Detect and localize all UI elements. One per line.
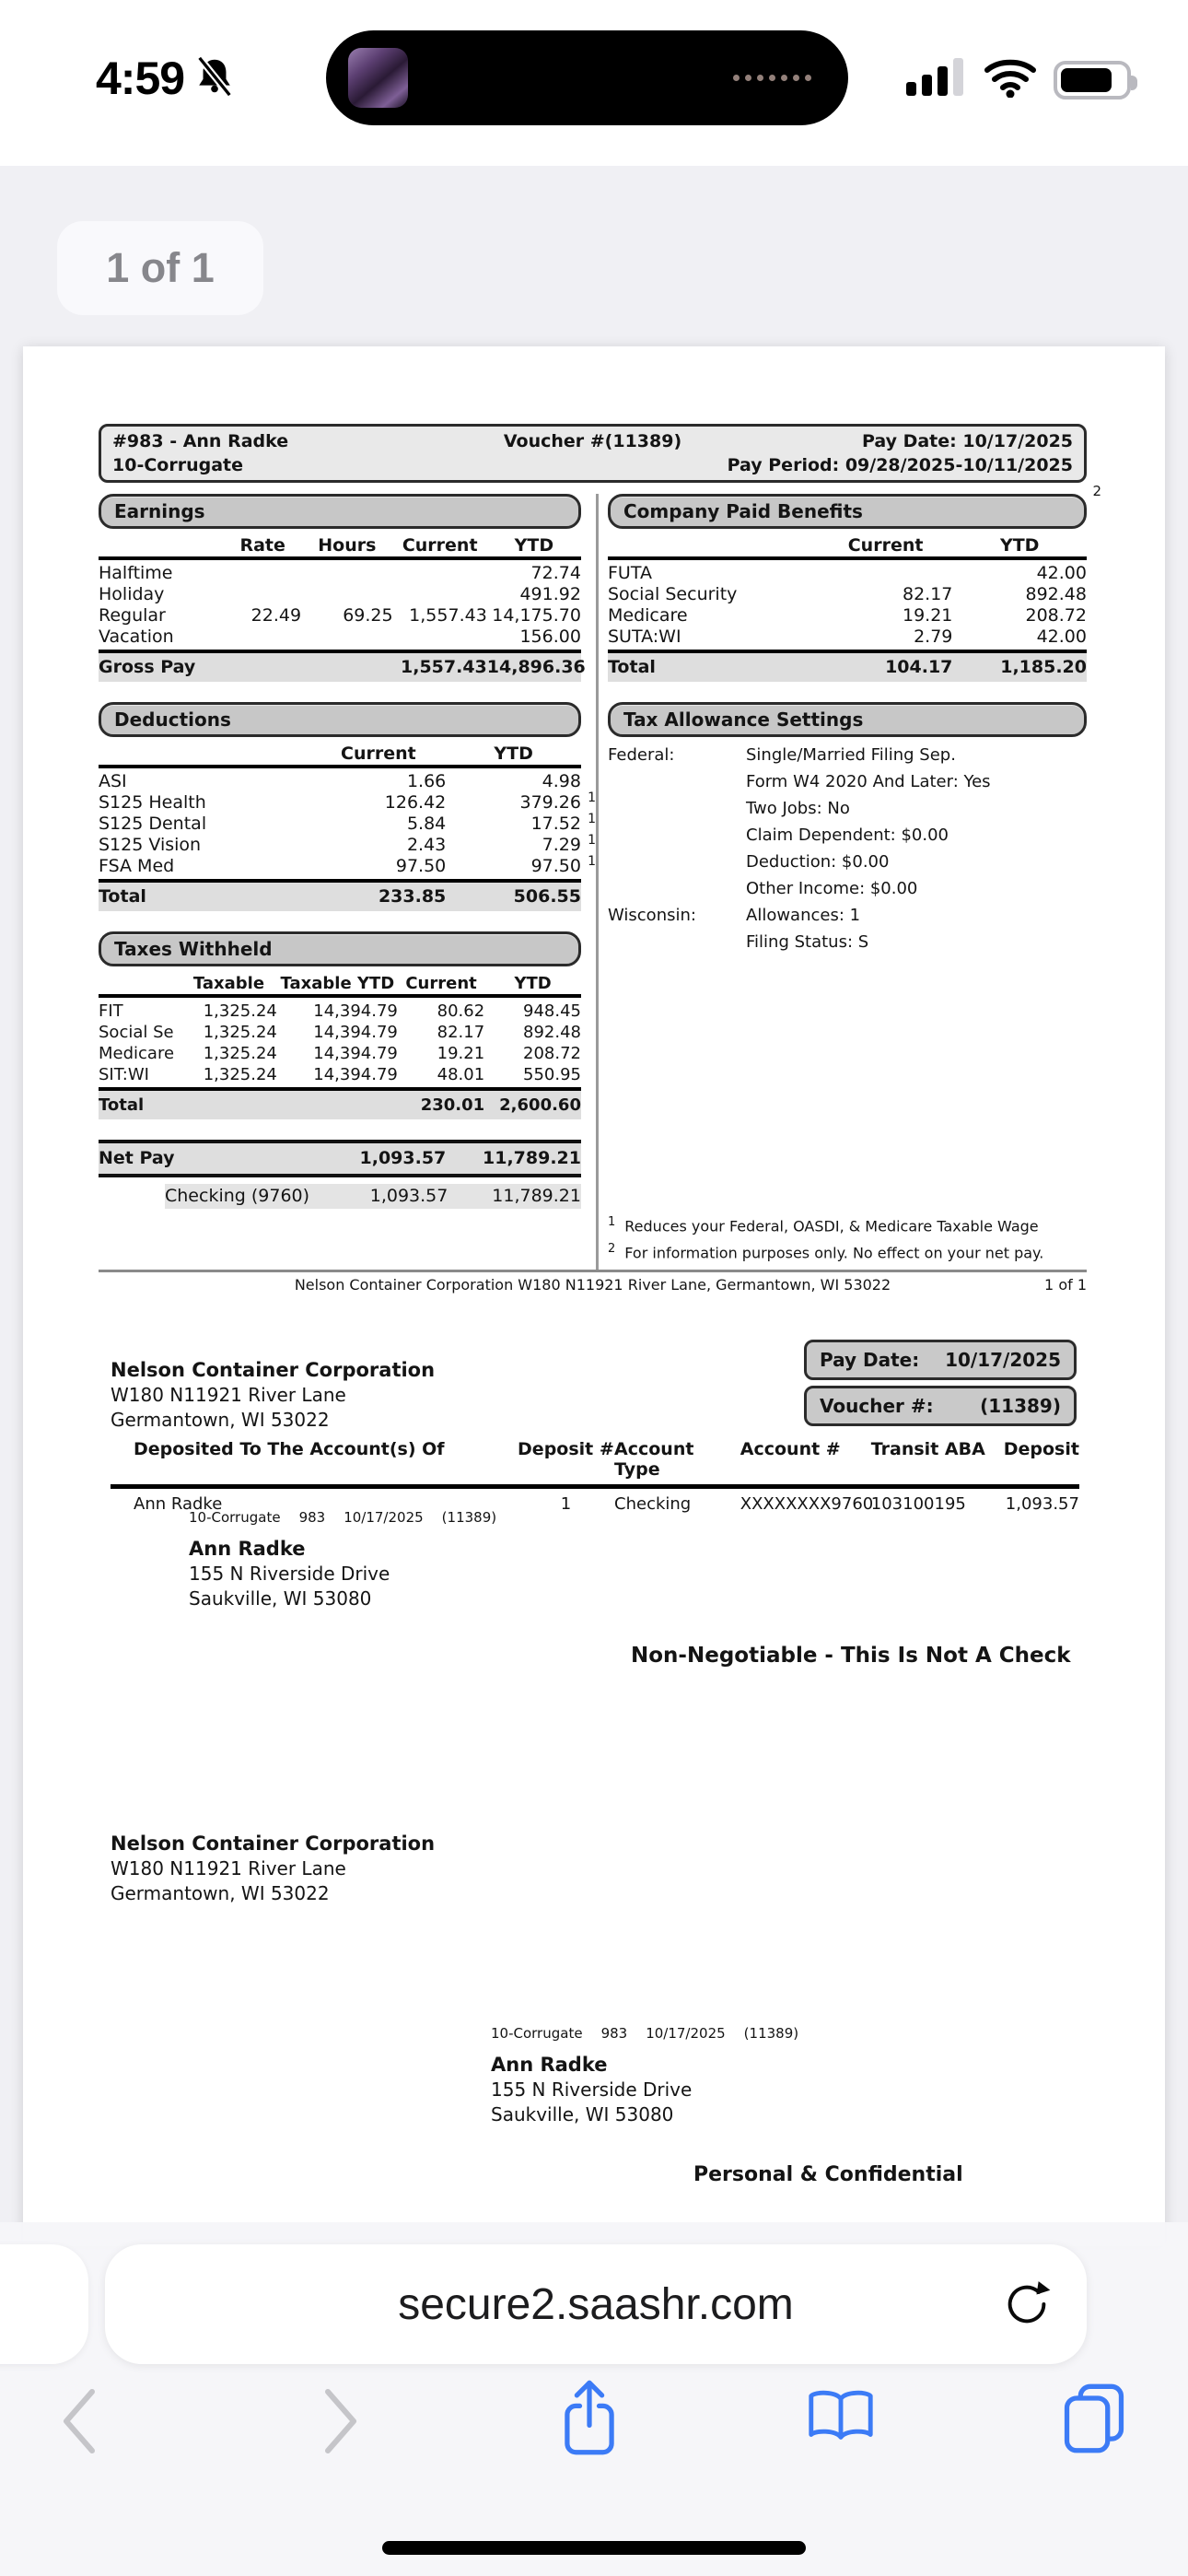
col-rate: Rate	[239, 535, 285, 556]
col-ytd: YTD	[514, 974, 552, 993]
stub-left-column	[99, 494, 596, 1270]
deposit-row: Ann Radke 1 Checking XXXXXXXX9760 103100195 1,093.57	[134, 1494, 1079, 1514]
earnings-row: Vacation 156.00	[99, 626, 581, 647]
footer-page-number: 1 of 1	[1044, 1276, 1087, 1294]
deduction-row: FSA Med 97.50 97.50 1	[99, 854, 596, 876]
benefit-row: Medicare 19.21 208.72	[608, 605, 1087, 626]
earnings-title: Earnings	[99, 494, 581, 529]
bookmarks-icon[interactable]	[803, 2384, 879, 2453]
gross-pay-row: Gross Pay 1,557.43 14,896.36	[99, 650, 581, 682]
net-pay-row: Net Pay 1,093.57 11,789.21	[99, 1140, 581, 1177]
deductions-total-row: Total 233.85 506.55	[99, 879, 581, 911]
safari-bottom-bar	[0, 2222, 1188, 2576]
benefits-title: Company Paid Benefits	[608, 494, 1087, 529]
company-benefits-section	[608, 494, 1087, 682]
stub-id-line: 10-Corrugate 983 10/17/2025 (11389)	[491, 2025, 799, 2042]
audio-activity-dots	[733, 75, 811, 81]
jurisdiction-label: Federal:	[608, 745, 675, 765]
col-current: Current	[847, 535, 924, 556]
confidential-notice: Personal & Confidential	[693, 2163, 963, 2186]
earnings-section	[99, 494, 586, 682]
footer-company-line: Nelson Container Corporation W180 N11921 River Lane, Germantown, WI 53022	[294, 1276, 891, 1294]
benefits-total-row: Total 104.17 1,185.20	[608, 650, 1087, 682]
col-hours: Hours	[318, 535, 377, 556]
deduction-row: S125 Vision 2.43 7.29 1	[99, 833, 596, 855]
deductions-section	[99, 702, 596, 911]
col-taxable: Taxable	[192, 974, 265, 993]
voucher-number: Voucher #(11389)	[503, 431, 682, 451]
benefits-note-ref: 2	[1092, 483, 1101, 499]
deposit-table: Deposited To The Account(s) Of Deposit # Account Type Account # Transit ABA Deposit Ann Radke 1 Checking XXXXXXXX9760 103100195 1,093.57	[111, 1439, 1079, 1514]
earnings-row: Halftime 72.74	[99, 563, 581, 583]
taxes-withheld-section	[99, 931, 581, 1119]
employee-address-block: Ann Radke 155 N Riverside Drive Saukville, WI 53080	[189, 1538, 390, 1610]
benefit-row: FUTA 42.00	[608, 563, 1087, 583]
clock: 4:59	[96, 53, 185, 104]
employee-id-name: #983 - Ann Radke	[112, 431, 289, 451]
adjacent-tab-edge[interactable]	[0, 2244, 88, 2364]
battery-icon	[1054, 61, 1131, 100]
address-bar[interactable]	[105, 2244, 1087, 2364]
jurisdiction-label: Wisconsin:	[608, 906, 696, 925]
tax-row: SIT:WI 1,325.24 14,394.79 48.01 550.95	[99, 1065, 581, 1084]
back-button[interactable]	[59, 2386, 99, 2461]
url-text: secure2.saashr.com	[398, 2279, 794, 2329]
reload-icon[interactable]	[998, 2276, 1055, 2333]
taxes-total-row: Total 230.01 2,600.60	[99, 1087, 581, 1119]
pay-date: Pay Date: 10/17/2025	[861, 431, 1074, 451]
non-negotiable-notice: Non-Negotiable - This Is Not A Check	[631, 1644, 1071, 1668]
col-ytd: YTD	[494, 744, 533, 764]
page-indicator: 1 of 1	[57, 221, 263, 315]
earnings-row: Regular 22.49 69.25 1,557.43 14,175.70	[99, 605, 581, 626]
home-indicator[interactable]	[382, 2541, 806, 2555]
dynamic-island[interactable]	[326, 30, 848, 125]
pay-date-box: Pay Date: 10/17/2025	[804, 1340, 1077, 1380]
wifi-icon	[984, 57, 1037, 102]
status-bar	[0, 0, 1188, 166]
stub-right-column	[608, 483, 1101, 1270]
album-art	[348, 48, 408, 108]
earnings-row: Holiday 491.92	[99, 584, 581, 604]
tax-allowance-title: Tax Allowance Settings	[608, 702, 1087, 737]
forward-button[interactable]	[320, 2386, 361, 2461]
footnotes: $^1$ Reduces your Federal, OASDI, & Medicare Taxable Wage $^2$ For information purposes only. No effect on your net pay.	[608, 1215, 1044, 1261]
benefit-row: SUTA:WI 2.79 42.00	[608, 626, 1087, 647]
col-current: Current	[405, 974, 477, 993]
share-icon[interactable]	[558, 2377, 621, 2463]
stub-header-box	[99, 424, 1087, 483]
cellular-signal-icon	[906, 58, 967, 101]
deductions-title: Deductions	[99, 702, 581, 737]
col-current: Current	[341, 744, 416, 764]
col-taxable-ytd: Taxable YTD	[280, 974, 395, 993]
deduction-row: ASI 1.66 4.98	[99, 771, 581, 791]
col-current: Current	[402, 535, 478, 556]
deduction-row: S125 Health 126.42 379.26 1	[99, 790, 596, 813]
column-divider	[596, 494, 599, 1270]
employee-address-block: Ann Radke 155 N Riverside Drive Saukville, WI 53080	[491, 2054, 693, 2125]
pay-period: Pay Period: 09/28/2025-10/11/2025	[727, 455, 1073, 475]
company-address-block: Nelson Container Corporation W180 N11921 River Lane Germantown, WI 53022	[111, 1832, 436, 1904]
notifications-silenced-icon	[193, 55, 236, 102]
tax-row: Medicare 1,325.24 14,394.79 19.21 208.72	[99, 1044, 581, 1063]
paystub-document[interactable]	[23, 346, 1165, 2246]
taxes-title: Taxes Withheld	[99, 931, 581, 966]
benefit-row: Social Security 82.17 892.48	[608, 584, 1087, 604]
department: 10-Corrugate	[112, 455, 243, 475]
stub-id-line: 10-Corrugate 983 10/17/2025 (11389)	[189, 1509, 497, 1526]
col-ytd: YTD	[999, 535, 1040, 556]
document-footer	[99, 1272, 1087, 1298]
col-ytd: YTD	[514, 535, 554, 556]
voucher-box: Voucher #: (11389)	[804, 1386, 1077, 1426]
tax-allowance-section: Tax Allowance Settings Federal: Single/Married Filing Sep. Form W4 2020 And Later: Yes Two Jobs: No Claim Dependent: $0.00 Deduction: $0.00 Other Income: $0.00 Wisconsin: Allowances: 1 Filing Status: S	[608, 702, 1087, 954]
company-address-block: Nelson Container Corporation W180 N11921 River Lane Germantown, WI 53022	[111, 1359, 436, 1431]
net-pay-deposit-row: Checking (9760) 1,093.57 11,789.21	[165, 1184, 581, 1209]
tax-row: FIT 1,325.24 14,394.79 80.62 948.45	[99, 1001, 581, 1021]
deduction-row: S125 Dental 5.84 17.52 1	[99, 812, 596, 834]
tabs-icon[interactable]	[1057, 2381, 1131, 2459]
tax-row: Social Se 1,325.24 14,394.79 82.17 892.48	[99, 1023, 581, 1042]
